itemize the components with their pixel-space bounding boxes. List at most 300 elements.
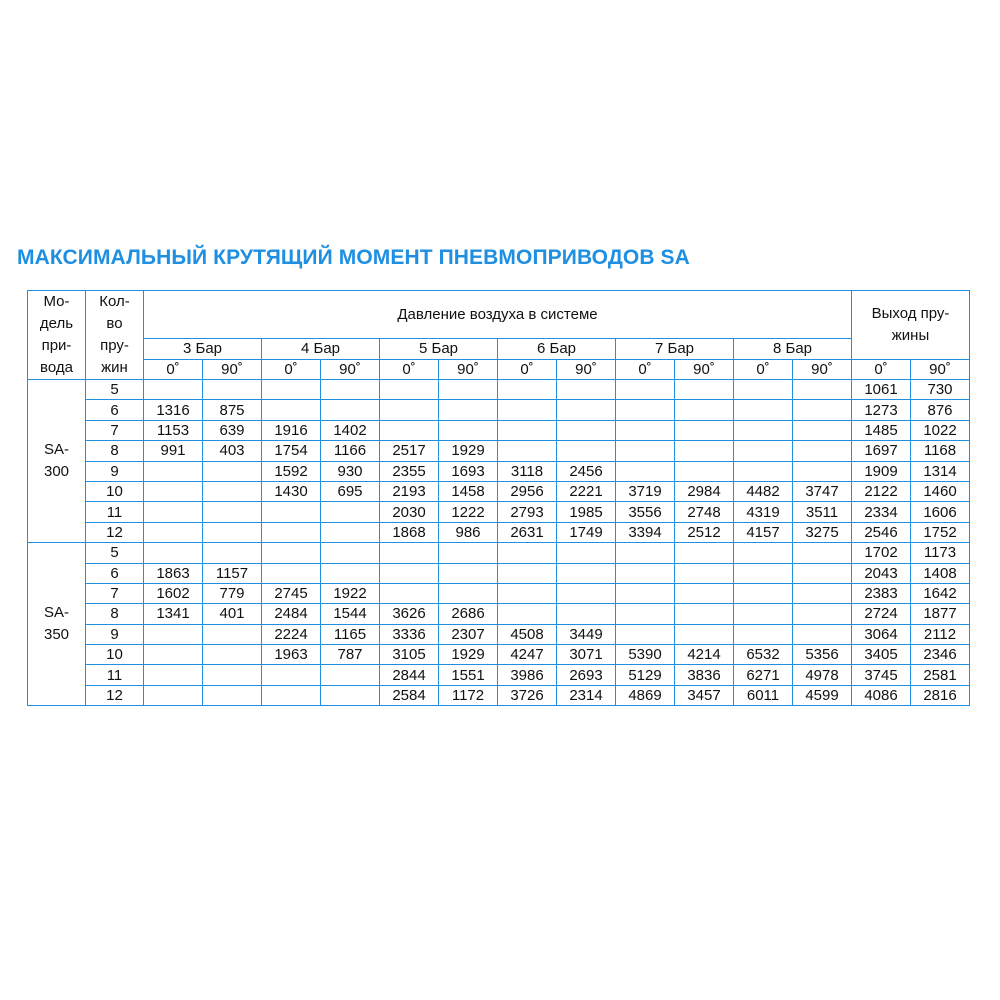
table-row bbox=[28, 685, 970, 705]
table-row bbox=[28, 481, 970, 501]
spring-out-cell: 2581 bbox=[911, 665, 970, 685]
angle-header: 90˚ bbox=[911, 359, 970, 379]
torque-cell bbox=[675, 441, 734, 461]
torque-cell bbox=[321, 665, 380, 685]
torque-cell: 2221 bbox=[557, 481, 616, 501]
torque-cell bbox=[144, 380, 203, 400]
springs-header-line: жин bbox=[101, 359, 128, 376]
spring-out-cell: 1697 bbox=[852, 441, 911, 461]
torque-cell: 1963 bbox=[262, 645, 321, 665]
angle-header: 0˚ bbox=[734, 359, 793, 379]
springs-header bbox=[86, 291, 144, 380]
torque-cell: 2956 bbox=[498, 481, 557, 501]
torque-cell: 991 bbox=[144, 441, 203, 461]
torque-cell bbox=[262, 502, 321, 522]
springs-cell: 7 bbox=[86, 420, 144, 440]
angle-header: 0˚ bbox=[616, 359, 675, 379]
bar-header: 4 Бар bbox=[262, 339, 380, 359]
torque-cell: 1929 bbox=[439, 645, 498, 665]
model-header-line: Мо- bbox=[43, 293, 70, 310]
spring-out-cell: 1460 bbox=[911, 481, 970, 501]
spring-out-cell: 1173 bbox=[911, 543, 970, 563]
torque-cell bbox=[734, 583, 793, 603]
spring-out-cell: 1168 bbox=[911, 441, 970, 461]
torque-cell: 2224 bbox=[262, 624, 321, 644]
torque-cell bbox=[321, 543, 380, 563]
springs-cell: 8 bbox=[86, 604, 144, 624]
springs-cell: 9 bbox=[86, 624, 144, 644]
torque-cell: 3836 bbox=[675, 665, 734, 685]
torque-cell bbox=[203, 380, 262, 400]
torque-cell bbox=[498, 604, 557, 624]
torque-cell: 1916 bbox=[262, 420, 321, 440]
torque-cell: 2484 bbox=[262, 604, 321, 624]
torque-cell bbox=[675, 583, 734, 603]
torque-cell: 3986 bbox=[498, 665, 557, 685]
torque-cell: 2517 bbox=[380, 441, 439, 461]
model-cell bbox=[28, 543, 86, 706]
torque-cell bbox=[439, 583, 498, 603]
table-row bbox=[28, 563, 970, 583]
torque-cell bbox=[439, 400, 498, 420]
torque-cell bbox=[144, 543, 203, 563]
spring-out-cell: 1606 bbox=[911, 502, 970, 522]
springs-header-line: пру- bbox=[100, 337, 129, 354]
torque-cell bbox=[380, 583, 439, 603]
pressure-header: Давление воздуха в системе bbox=[144, 291, 852, 339]
torque-cell: 5356 bbox=[793, 645, 852, 665]
torque-cell bbox=[734, 543, 793, 563]
torque-cell bbox=[557, 543, 616, 563]
torque-cell: 1166 bbox=[321, 441, 380, 461]
springs-cell: 6 bbox=[86, 563, 144, 583]
torque-cell: 4599 bbox=[793, 685, 852, 705]
torque-cell bbox=[380, 563, 439, 583]
spring-out-cell: 730 bbox=[911, 380, 970, 400]
table-row bbox=[28, 502, 970, 522]
angle-header: 90˚ bbox=[675, 359, 734, 379]
springs-cell: 12 bbox=[86, 522, 144, 542]
torque-cell: 1749 bbox=[557, 522, 616, 542]
torque-cell bbox=[203, 543, 262, 563]
torque-cell: 2631 bbox=[498, 522, 557, 542]
torque-cell bbox=[144, 481, 203, 501]
torque-cell bbox=[557, 420, 616, 440]
torque-cell bbox=[498, 400, 557, 420]
torque-cell bbox=[380, 400, 439, 420]
spring-out-cell: 2043 bbox=[852, 563, 911, 583]
torque-cell: 2584 bbox=[380, 685, 439, 705]
torque-cell bbox=[203, 502, 262, 522]
torque-cell bbox=[734, 461, 793, 481]
table-row bbox=[28, 380, 970, 400]
angle-header: 90˚ bbox=[557, 359, 616, 379]
torque-cell bbox=[498, 563, 557, 583]
spring-out-header-line: жины bbox=[891, 326, 930, 344]
torque-cell bbox=[498, 420, 557, 440]
torque-cell bbox=[203, 522, 262, 542]
torque-cell: 787 bbox=[321, 645, 380, 665]
torque-cell bbox=[675, 624, 734, 644]
torque-cell: 1754 bbox=[262, 441, 321, 461]
torque-cell bbox=[439, 543, 498, 563]
table-row bbox=[28, 420, 970, 440]
table-row bbox=[28, 604, 970, 624]
bar-header: 8 Бар bbox=[734, 339, 852, 359]
torque-cell bbox=[262, 665, 321, 685]
torque-cell: 875 bbox=[203, 400, 262, 420]
table-row bbox=[28, 441, 970, 461]
bar-header: 3 Бар bbox=[144, 339, 262, 359]
torque-cell bbox=[321, 522, 380, 542]
spring-out-cell: 2383 bbox=[852, 583, 911, 603]
torque-cell bbox=[793, 441, 852, 461]
bar-header: 5 Бар bbox=[380, 339, 498, 359]
torque-cell bbox=[675, 380, 734, 400]
bar-header-row bbox=[28, 339, 970, 359]
torque-cell bbox=[203, 645, 262, 665]
table-row bbox=[28, 543, 970, 563]
springs-cell: 11 bbox=[86, 665, 144, 685]
spring-out-cell: 1642 bbox=[911, 583, 970, 603]
torque-cell: 2745 bbox=[262, 583, 321, 603]
torque-cell: 3719 bbox=[616, 481, 675, 501]
springs-cell: 10 bbox=[86, 481, 144, 501]
table-row bbox=[28, 461, 970, 481]
torque-cell: 930 bbox=[321, 461, 380, 481]
spring-out-cell: 1273 bbox=[852, 400, 911, 420]
torque-cell: 2456 bbox=[557, 461, 616, 481]
torque-cell bbox=[793, 400, 852, 420]
torque-cell bbox=[616, 461, 675, 481]
model-header-line: при- bbox=[41, 337, 72, 354]
torque-cell: 1922 bbox=[321, 583, 380, 603]
torque-cell bbox=[675, 420, 734, 440]
table-row bbox=[28, 400, 970, 420]
torque-cell bbox=[144, 461, 203, 481]
torque-cell bbox=[734, 624, 793, 644]
torque-cell bbox=[793, 583, 852, 603]
torque-cell bbox=[793, 420, 852, 440]
torque-cell: 3556 bbox=[616, 502, 675, 522]
torque-cell: 3747 bbox=[793, 481, 852, 501]
torque-cell bbox=[498, 441, 557, 461]
torque-cell bbox=[144, 624, 203, 644]
torque-cell bbox=[793, 563, 852, 583]
torque-cell: 1316 bbox=[144, 400, 203, 420]
torque-cell bbox=[557, 563, 616, 583]
spring-out-cell: 1408 bbox=[911, 563, 970, 583]
torque-cell: 1693 bbox=[439, 461, 498, 481]
angle-header: 90˚ bbox=[321, 359, 380, 379]
torque-cell: 2693 bbox=[557, 665, 616, 685]
springs-header-line: во bbox=[106, 315, 123, 332]
torque-table bbox=[27, 290, 970, 706]
spring-out-cell: 3064 bbox=[852, 624, 911, 644]
angle-header: 0˚ bbox=[852, 359, 911, 379]
torque-cell: 1551 bbox=[439, 665, 498, 685]
torque-cell: 6271 bbox=[734, 665, 793, 685]
torque-cell: 1868 bbox=[380, 522, 439, 542]
springs-cell: 5 bbox=[86, 543, 144, 563]
torque-cell bbox=[616, 604, 675, 624]
torque-cell: 2314 bbox=[557, 685, 616, 705]
torque-cell: 2984 bbox=[675, 481, 734, 501]
torque-cell bbox=[321, 380, 380, 400]
angle-header: 0˚ bbox=[262, 359, 321, 379]
torque-cell bbox=[675, 461, 734, 481]
torque-cell: 1602 bbox=[144, 583, 203, 603]
page-title: МАКСИМАЛЬНЫЙ КРУТЯЩИЙ МОМЕНТ ПНЕВМОПРИВОДОВ SA bbox=[17, 246, 690, 269]
spring-out-cell: 1909 bbox=[852, 461, 911, 481]
model-cell bbox=[28, 380, 86, 543]
torque-cell: 1544 bbox=[321, 604, 380, 624]
torque-cell: 639 bbox=[203, 420, 262, 440]
torque-cell bbox=[793, 461, 852, 481]
torque-cell bbox=[793, 543, 852, 563]
torque-cell bbox=[144, 645, 203, 665]
torque-cell bbox=[262, 543, 321, 563]
torque-cell: 403 bbox=[203, 441, 262, 461]
torque-cell bbox=[793, 624, 852, 644]
torque-cell bbox=[616, 380, 675, 400]
springs-cell: 10 bbox=[86, 645, 144, 665]
torque-cell bbox=[203, 685, 262, 705]
torque-cell: 1165 bbox=[321, 624, 380, 644]
torque-cell bbox=[616, 563, 675, 583]
torque-cell bbox=[498, 543, 557, 563]
angle-header: 0˚ bbox=[380, 359, 439, 379]
torque-cell bbox=[557, 400, 616, 420]
spring-out-cell: 1877 bbox=[911, 604, 970, 624]
spring-out-cell: 2816 bbox=[911, 685, 970, 705]
bar-header: 7 Бар bbox=[616, 339, 734, 359]
torque-cell: 1929 bbox=[439, 441, 498, 461]
torque-cell: 986 bbox=[439, 522, 498, 542]
torque-cell bbox=[734, 400, 793, 420]
torque-cell: 3118 bbox=[498, 461, 557, 481]
torque-cell: 3726 bbox=[498, 685, 557, 705]
spring-out-cell: 1061 bbox=[852, 380, 911, 400]
springs-cell: 5 bbox=[86, 380, 144, 400]
torque-cell bbox=[734, 441, 793, 461]
torque-cell: 1592 bbox=[262, 461, 321, 481]
torque-cell: 6532 bbox=[734, 645, 793, 665]
torque-cell bbox=[734, 380, 793, 400]
torque-cell bbox=[616, 420, 675, 440]
torque-cell bbox=[616, 543, 675, 563]
spring-out-cell: 876 bbox=[911, 400, 970, 420]
angle-header: 90˚ bbox=[439, 359, 498, 379]
torque-cell: 1172 bbox=[439, 685, 498, 705]
torque-cell bbox=[321, 563, 380, 583]
springs-cell: 12 bbox=[86, 685, 144, 705]
torque-cell: 2030 bbox=[380, 502, 439, 522]
spring-out-header bbox=[852, 291, 970, 360]
torque-cell bbox=[793, 604, 852, 624]
torque-cell bbox=[203, 665, 262, 685]
torque-cell bbox=[557, 441, 616, 461]
spring-out-cell: 2122 bbox=[852, 481, 911, 501]
model-header-line: вода bbox=[40, 359, 73, 376]
model-header bbox=[28, 291, 86, 380]
torque-cell bbox=[144, 522, 203, 542]
torque-cell: 3511 bbox=[793, 502, 852, 522]
torque-cell bbox=[675, 543, 734, 563]
torque-cell bbox=[675, 563, 734, 583]
torque-cell: 1863 bbox=[144, 563, 203, 583]
table-row bbox=[28, 645, 970, 665]
model-header-line: дель bbox=[39, 315, 74, 332]
torque-cell: 1458 bbox=[439, 481, 498, 501]
torque-cell: 3275 bbox=[793, 522, 852, 542]
torque-cell bbox=[262, 522, 321, 542]
torque-cell bbox=[675, 604, 734, 624]
torque-cell bbox=[439, 380, 498, 400]
torque-cell: 3394 bbox=[616, 522, 675, 542]
torque-cell: 4214 bbox=[675, 645, 734, 665]
torque-cell bbox=[498, 380, 557, 400]
bar-header: 6 Бар bbox=[498, 339, 616, 359]
torque-cell: 1222 bbox=[439, 502, 498, 522]
spring-out-cell: 3745 bbox=[852, 665, 911, 685]
torque-cell bbox=[734, 420, 793, 440]
torque-cell bbox=[321, 685, 380, 705]
spring-out-cell: 2724 bbox=[852, 604, 911, 624]
torque-cell: 1341 bbox=[144, 604, 203, 624]
torque-cell: 1153 bbox=[144, 420, 203, 440]
torque-cell: 2844 bbox=[380, 665, 439, 685]
model-cell-line: SA- bbox=[43, 604, 69, 622]
torque-cell: 3071 bbox=[557, 645, 616, 665]
torque-cell bbox=[616, 624, 675, 644]
torque-cell: 3336 bbox=[380, 624, 439, 644]
angle-header: 90˚ bbox=[793, 359, 852, 379]
torque-cell bbox=[616, 400, 675, 420]
torque-cell bbox=[321, 400, 380, 420]
torque-cell: 4508 bbox=[498, 624, 557, 644]
spring-out-cell: 1702 bbox=[852, 543, 911, 563]
torque-cell bbox=[439, 420, 498, 440]
torque-cell bbox=[262, 400, 321, 420]
torque-cell bbox=[439, 563, 498, 583]
spring-out-cell: 2112 bbox=[911, 624, 970, 644]
spring-out-cell: 2546 bbox=[852, 522, 911, 542]
torque-cell bbox=[557, 380, 616, 400]
torque-cell: 1402 bbox=[321, 420, 380, 440]
torque-cell bbox=[203, 461, 262, 481]
torque-cell bbox=[262, 563, 321, 583]
torque-cell: 4157 bbox=[734, 522, 793, 542]
springs-header-line: Кол- bbox=[99, 293, 130, 310]
torque-cell: 4978 bbox=[793, 665, 852, 685]
torque-cell bbox=[557, 604, 616, 624]
spring-out-cell: 2334 bbox=[852, 502, 911, 522]
torque-cell bbox=[616, 441, 675, 461]
table-row bbox=[28, 522, 970, 542]
torque-cell: 3449 bbox=[557, 624, 616, 644]
torque-cell: 2307 bbox=[439, 624, 498, 644]
torque-cell: 4247 bbox=[498, 645, 557, 665]
torque-cell: 1430 bbox=[262, 481, 321, 501]
torque-cell: 3105 bbox=[380, 645, 439, 665]
springs-cell: 7 bbox=[86, 583, 144, 603]
angle-header: 90˚ bbox=[203, 359, 262, 379]
torque-cell bbox=[321, 502, 380, 522]
torque-cell: 4319 bbox=[734, 502, 793, 522]
torque-cell: 2355 bbox=[380, 461, 439, 481]
torque-cell bbox=[675, 400, 734, 420]
torque-cell: 1157 bbox=[203, 563, 262, 583]
model-cell-line: 300 bbox=[43, 463, 70, 481]
spring-out-cell: 1485 bbox=[852, 420, 911, 440]
torque-cell: 2748 bbox=[675, 502, 734, 522]
torque-cell: 1985 bbox=[557, 502, 616, 522]
angle-header: 0˚ bbox=[498, 359, 557, 379]
springs-cell: 11 bbox=[86, 502, 144, 522]
torque-cell: 6011 bbox=[734, 685, 793, 705]
spring-out-cell: 4086 bbox=[852, 685, 911, 705]
torque-cell bbox=[734, 563, 793, 583]
torque-cell: 5129 bbox=[616, 665, 675, 685]
spring-out-cell: 2346 bbox=[911, 645, 970, 665]
torque-cell: 695 bbox=[321, 481, 380, 501]
torque-cell bbox=[144, 502, 203, 522]
table-row bbox=[28, 665, 970, 685]
torque-cell: 4869 bbox=[616, 685, 675, 705]
torque-cell bbox=[616, 583, 675, 603]
table-row bbox=[28, 583, 970, 603]
torque-cell bbox=[380, 420, 439, 440]
model-cell-line: 350 bbox=[43, 626, 70, 644]
torque-cell: 2512 bbox=[675, 522, 734, 542]
torque-cell: 401 bbox=[203, 604, 262, 624]
springs-cell: 8 bbox=[86, 441, 144, 461]
torque-cell bbox=[203, 481, 262, 501]
angle-header: 0˚ bbox=[144, 359, 203, 379]
angle-header-row bbox=[28, 359, 970, 379]
torque-cell bbox=[734, 604, 793, 624]
torque-cell bbox=[380, 380, 439, 400]
torque-cell bbox=[144, 685, 203, 705]
torque-cell bbox=[262, 685, 321, 705]
table-row bbox=[28, 624, 970, 644]
torque-cell: 3457 bbox=[675, 685, 734, 705]
torque-cell: 2193 bbox=[380, 481, 439, 501]
torque-cell: 2686 bbox=[439, 604, 498, 624]
spring-out-cell: 1752 bbox=[911, 522, 970, 542]
torque-cell: 3626 bbox=[380, 604, 439, 624]
torque-cell bbox=[380, 543, 439, 563]
torque-cell bbox=[557, 583, 616, 603]
torque-cell: 2793 bbox=[498, 502, 557, 522]
spring-out-cell: 1022 bbox=[911, 420, 970, 440]
torque-cell: 779 bbox=[203, 583, 262, 603]
spring-out-cell: 3405 bbox=[852, 645, 911, 665]
torque-cell bbox=[498, 583, 557, 603]
torque-cell bbox=[203, 624, 262, 644]
springs-cell: 9 bbox=[86, 461, 144, 481]
torque-cell bbox=[262, 380, 321, 400]
spring-out-cell: 1314 bbox=[911, 461, 970, 481]
model-cell-line: SA- bbox=[43, 441, 69, 459]
springs-cell: 6 bbox=[86, 400, 144, 420]
torque-cell bbox=[793, 380, 852, 400]
spring-out-header-line: Выход пру- bbox=[871, 304, 950, 322]
torque-cell: 4482 bbox=[734, 481, 793, 501]
torque-cell bbox=[144, 665, 203, 685]
torque-cell: 5390 bbox=[616, 645, 675, 665]
